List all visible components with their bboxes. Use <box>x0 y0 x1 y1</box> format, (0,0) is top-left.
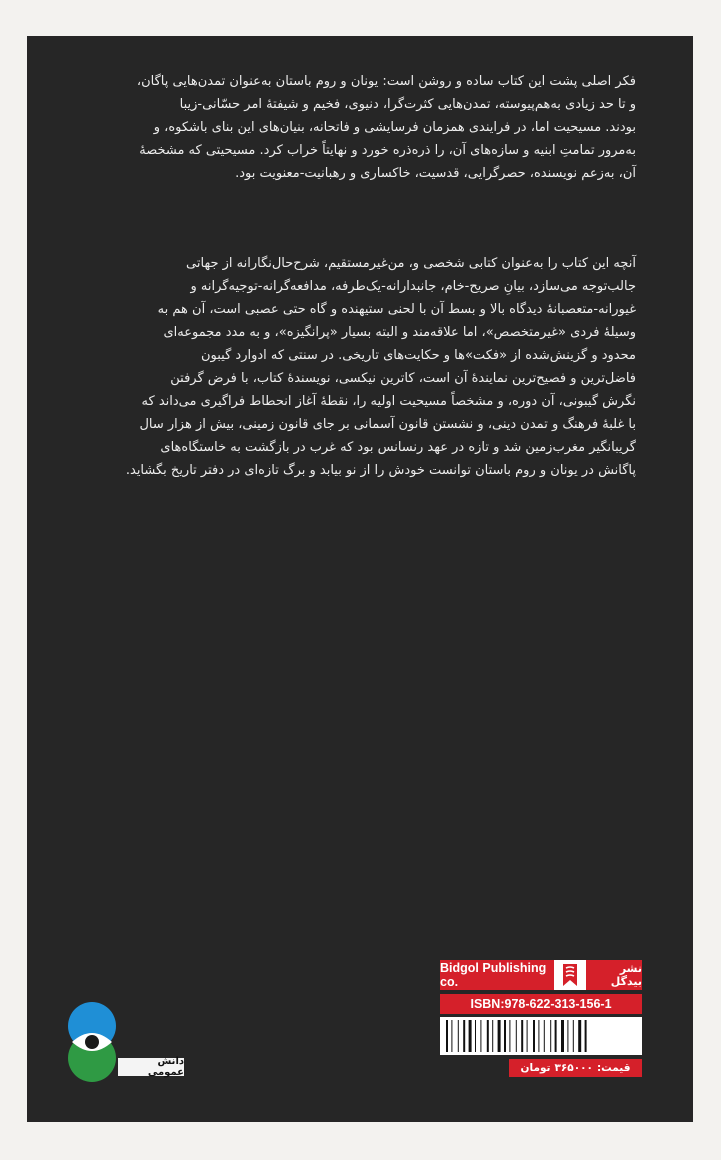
publisher-name-en: Bidgol Publishing co. <box>440 960 554 990</box>
series-label: دانش عمومی <box>118 1058 184 1076</box>
publisher-banner <box>440 960 642 990</box>
price-tag <box>509 1059 642 1077</box>
description-paragraph-1: فکر اصلی پشت این کتاب ساده و روشن است: یونان و روم باستان به‌عنوان تمدن‌هایی پاگان، و تا حد زیادی به‌هم‌پیوسته، تمدن‌هایی کثرت‌گرا، دنیوی، فخیم و شیفتهٔ امر حسّانی-زیبا بودند. مسیحیت اما، در فرایندی همزمان فرسایشی و فاتحانه، بنیان‌های این بنای باشکوه، و به‌مرور تمامتِ ابنیه و سازه‌های آن، را ذره‌ذره خورد و نهایتاً خراب کرد. مسیحیتی که مشخصهٔ آن، به‌زعم نویسنده، حصرگرایی، قدسیت، خاکساری و رهبانیت-معنویت بود. <box>136 74 636 181</box>
isbn-label: ISBN:978-622-313-156-1 <box>440 994 642 1014</box>
barcode <box>440 1017 642 1055</box>
price-label: قیمت: <box>596 1062 631 1074</box>
price-amount: ۳۶۵۰۰۰ <box>554 1062 593 1074</box>
price-currency: تومان <box>520 1062 551 1074</box>
publisher-logo-icon <box>554 960 586 990</box>
description-paragraph-2: آنچه این کتاب را به‌عنوان کتابی شخصی و، من‌غیرمستقیم، شرح‌حال‌نگارانه از جهاتی جالب‌توجه می‌سازد، بیانِ صریح-خام، جانبدارانه-یک‌طرفه، مدافعه‌گرانه-توجیه‌گرانه و غیورانه-متعصبانهٔ دیدگاه بالا و بسط آن با لحنی ستیهنده و گاه حتی عصبی است، آن هم به وسیلهٔ فردی «غیرمتخصص»، اما علاقه‌مند و البته بسیار «پرانگیزه»، و به مدد مجموعه‌ای محدود و گزینش‌شده از «فکت»ها و حکایت‌های تاریخی. در سنتی که ادوارد گیبون فاضل‌ترین و فصیح‌ترین نمایندهٔ آن است، کاترین نیکسی، نویسندهٔ کتاب، با فرض گرفتن نگرش گیبونی، آن دوره، و مشخصاً مسیحیت اولیه را، نقطهٔ آغاز انحطاط فراگیری می‌داند که با غلبهٔ فرهنگ و تمدن دینی، و نشستن قانون آسمانی بر جای قانون زمینی، بیش از هزار سال گریبانگیر مغرب‌زمین شد و تازه در عهد رنسانس بود که غرب در بازگشت به خاستگاه‌های پاگانش در یونان و روم باستان توانست خودش را از نو بیابد و برگ تازه‌ای در دفتر تاریخ بگشاید. <box>125 256 636 478</box>
publisher-name-fa: نشر بیدگل <box>586 960 642 990</box>
series-eye-icon <box>66 1002 118 1082</box>
